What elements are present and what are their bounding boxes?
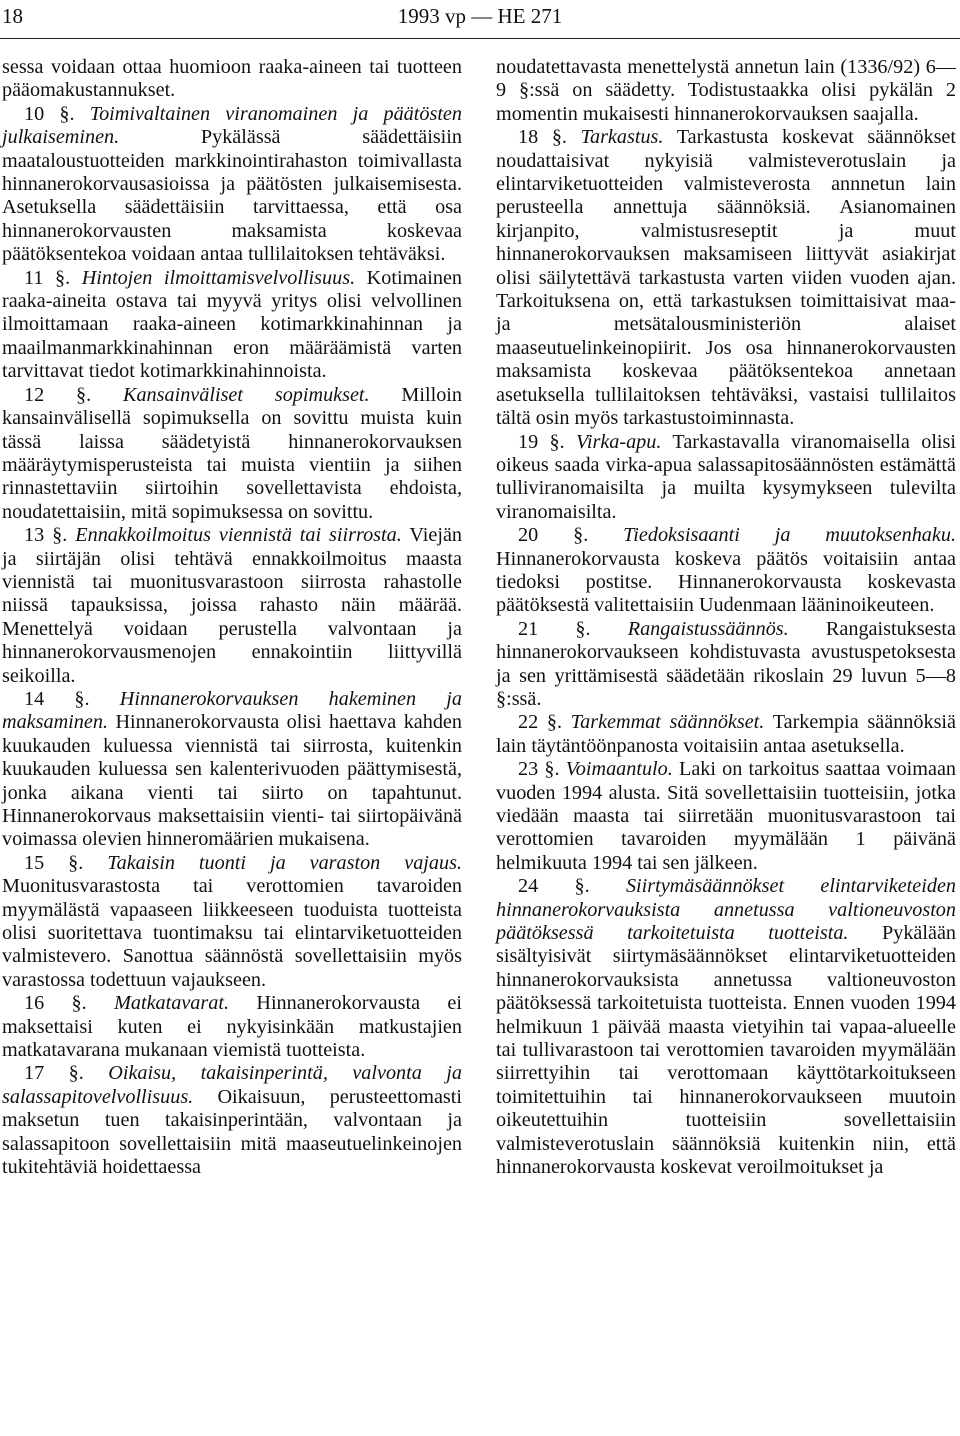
section-title: Kansainväliset sopimukset. (123, 383, 370, 406)
paragraph-text: Viejän ja siirtäjän olisi tehtävä ennakkoilmoitus maasta viennistä tai muonitusvarastoon siirrosta rahastolle niissä tapauksissa, joissa rahasto näin määrää. Menettelyä voidaan perustella valvontaan ja hinnanerokorvausmenojen ennakointiin liittyvillä seikoilla. (2, 524, 462, 687)
paragraph (496, 56, 956, 126)
paragraph-text: Pykälään sisältyisivät siirtymäsäännökset elintarviketuotteiden hinnanerokorvauksista annetussa valtioneuvoston päätöksessä tarkoitetuista tuotteista. Ennen vuoden 1994 helmikuun 1 päivää maasta vietyihin tai vapaa-alueelle tai tullivarastoon tai verottomien tavaroiden myymälään siirrettyihin tai verottomaan käyttötarkoitukseen toimitettuihin tai hinnanerokorvaukseen muutoin oikeutettuihin tuotteisiin sovellettaisiin valmisteverotuslain säännöksiä kuitenkin niin, että hinnanerokorvausta koskevat veroilmoitukset ja (496, 922, 956, 1179)
paragraph (2, 56, 462, 103)
right-column (496, 56, 956, 1180)
paragraph (496, 524, 956, 618)
paragraph (496, 126, 956, 430)
section-number: 15 §. (24, 851, 108, 874)
section-number: 18 §. (518, 126, 581, 149)
paragraph-text: noudatettavasta menettelystä annetun lain (1336/92) 6—9 §:ssä on säädetty. Todistustaakka olisi pykälän 2 momentin mukaisesti hinnanerokorvauksen saajalla. (496, 56, 956, 125)
paragraph-text: Muonitusvarastosta tai verottomien tavaroiden myymälästä vapaaseen liikkeeseen tuoduista tuotteista olisi suoritettava tuontimaksu tai elintarviketuotteiden valmistevero. Sanottua säännöstä sovellettaisiin myös varastossa todettuun vajaukseen. (2, 875, 462, 991)
section-number: 22 §. (518, 711, 571, 734)
paragraph (2, 524, 462, 688)
paragraph-text: Tarkempia säännöksiä lain täytäntöönpanosta voitaisiin antaa asetuksella. (496, 711, 957, 757)
section-title: Matkatavarat. (114, 992, 229, 1015)
paragraph (2, 267, 462, 384)
paragraph (2, 384, 462, 524)
section-title: Voimaantulo. (565, 758, 673, 781)
section-title: Tiedoksisaanti ja muutoksenhaku. (623, 524, 956, 547)
section-number: 12 §. (24, 383, 123, 406)
paragraph-text: Hinnanerokorvausta ei maksettaisi kuten ei nykyisinkään matkustajien matkatavarana mukanaan viemistä tuotteista. (2, 992, 462, 1062)
section-title: Hinnanerokorvauksen hakeminen ja maksaminen. (2, 687, 462, 734)
page-number: 18 (2, 4, 23, 28)
paragraph (2, 1062, 462, 1179)
section-title: Toimivaltainen viranomainen ja päätösten julkaiseminen. (2, 102, 462, 149)
section-title: Tarkastus. (580, 126, 664, 149)
paragraph-text: Hinnanerokorvausta olisi haettava kahden kuukauden kuluessa viennistä tai siirrosta, kuitenkin kuukauden kuluessa sen kalenterivuoden päättymisestä, jonka aikana vienti tai siirto on tapahtunut. Hinnanerokorvaus maksettaisiin vienti- tai siirtopäivänä voimassa olevien hinneromäärien mukaisena. (2, 711, 462, 851)
header-rule (0, 38, 960, 39)
paragraph-text: Kotimainen raaka-aineita ostava tai myyvä yritys olisi velvollinen ilmoittamaan raaka-aineen kotimarkkinahinnan ja maailmanmarkkinahinnan eron määräämistä varten tarvittavat tiedot kotimarkkinahinnoista. (2, 266, 462, 383)
paragraph (2, 852, 462, 992)
section-title: Rangaistussäännös. (627, 617, 789, 640)
paragraph (496, 431, 956, 525)
section-number: 11 §. (24, 266, 82, 289)
paragraph-text: Milloin kansainvälisellä sopimuksella on sovittu muista kuin tässä laissa säädetyistä hinnanerokorvauksen määräytymisperusteista tai muista vientiin ja siihen rinnastettaviin siirtoihin sovellettavista ehdoista, noudatettaisiin, mitä sopimuksessa on sovittu. (2, 383, 462, 523)
paragraph-text: sessa voidaan ottaa huomioon raaka-aineen tai tuotteen pääomakustannukset. (2, 56, 462, 102)
left-column (2, 56, 462, 1180)
paragraph (496, 618, 956, 712)
section-number: 13 §. (24, 524, 76, 547)
section-title: Tarkemmat säännökset. (570, 711, 765, 734)
paragraph (496, 758, 956, 875)
paragraph-text: Rangaistuksesta hinnanerokorvaukseen kohdistuvasta avustuspetoksesta ja sen yrittämisestä säädetään rikoslain 29 luvun 5—8 §:ssä. (496, 617, 957, 710)
paragraph (496, 711, 956, 758)
paragraph-text: Laki on tarkoitus saattaa voimaan vuoden 1994 alusta. Sitä sovellettaisiin tuotteisiin, jotka viedään maasta tai siirretään muonitusvarastoon tai verottomien tavaroiden myymälään 1 päivänä helmikuuta 1994 tai sen jälkeen. (496, 758, 956, 874)
section-title: Siirtymäsäännökset elintarviketeiden hinnanerokorvauksista annetussa valtioneuvoston päätöksessä tarkoitetuista tuotteista. (496, 875, 957, 945)
section-number: 17 §. (24, 1062, 109, 1085)
paragraph (2, 688, 462, 852)
section-number: 14 §. (24, 687, 120, 710)
paragraph-text: Oikaisuun, perusteettomasti maksetun tuen takaisinperintään, valvontaan ja salassapitoon sovellettaisiin mitä maaseutuelinkeinojen tukitehtäviä hoidettaessa (2, 1085, 462, 1179)
running-head: 1993 vp — HE 271 (397, 4, 563, 28)
section-number: 20 §. (518, 524, 624, 547)
paragraph-text: Hinnanerokorvausta koskeva päätös voitaisiin antaa tiedoksi postitse. Hinnanerokorvausta koskevasta päätöksestä valitettaisiin Uudenmaan lääninoikeuteen. (496, 547, 956, 617)
paragraph-text: Pykälässä säädettäisiin maataloustuotteiden markkinointirahaston toimivallasta hinnanerokorvausasioissa ja päätösten julkaisemisesta. Asetuksella säädettäisiin tarvittaessa, että osa hinnanerokorvausten maksamista koskevaa päätöksentekoa voidaan antaa tullilaitoksen tehtäväksi. (2, 126, 462, 266)
paragraph (2, 103, 462, 267)
section-title: Virka-apu. (576, 430, 662, 453)
section-number: 24 §. (518, 875, 626, 898)
section-title: Oikaisu, takaisinperintä, valvonta ja salassapitovelvollisuus. (2, 1062, 463, 1108)
paragraph-text: Tarkastavalla viranomaisella olisi oikeus saada virka-apua salassapitosäännösten estämättä tulliviranomaisilta ja muilta kysymykseen tulevilta viranomaisilta. (496, 430, 956, 523)
section-title: Hintojen ilmoittamisvelvollisuus. (81, 266, 356, 289)
section-number: 16 §. (24, 992, 115, 1015)
section-number: 21 §. (518, 617, 628, 640)
section-number: 19 §. (518, 430, 577, 453)
section-title: Takaisin tuonti ja varaston vajaus. (107, 851, 462, 874)
page-header (0, 4, 960, 34)
section-title: Ennakkoilmoitus viennistä tai siirrosta. (75, 524, 402, 547)
section-number: 10 §. (24, 102, 90, 125)
paragraph (496, 875, 956, 1179)
paragraph (2, 992, 462, 1062)
paragraph-text: Tarkastusta koskevat säännökset noudattaisivat nykyisiä valmisteverotuslain ja elintarviketuotteiden valmisteverosta annnetun lain perusteella annettuja säännöksiä. Asianomainen kirjanpito, valmistusreseptit ja muut hinnanerokorvauksen maksamiseen liittyvät asiakirjat olisi säilytettävä tarkastusta varten viiden vuoden ajan. Tarkoituksena on, että tarkastuksen toimittaisivat maa- ja metsätalousministeriön alaiset maaseutuelinkeinopiirit. Jos osa hinnanerokorvausten maksamista koskevaa päätöksentekoa annetaan asetuksella tullilaitoksen tehtäväksi, vastaisi tullilaitos tältä osin myös tarkastustoiminnasta. (496, 126, 956, 430)
section-number: 23 §. (518, 758, 566, 781)
